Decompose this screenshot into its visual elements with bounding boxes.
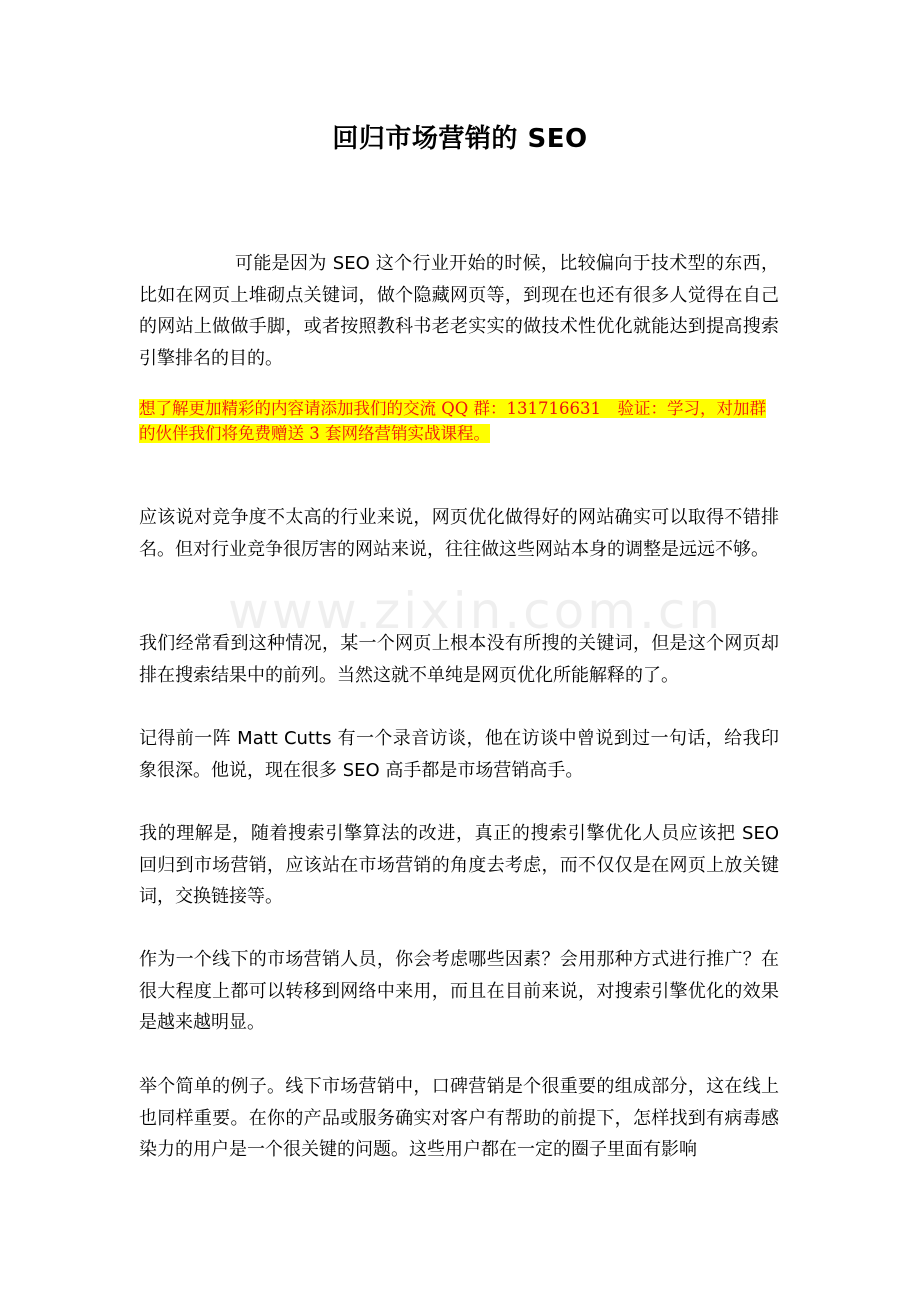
paragraph: 我的理解是，随着搜索引擎算法的改进，真正的搜索引擎优化人员应该把 SEO 回归到市场营销，应该站在市场营销的角度去考虑，而不仅仅是在网页上放关键词，交换链接等。 [139, 823, 779, 907]
paragraph: 举个简单的例子。线下市场营销中，口碑营销是个很重要的组成部分，这在线上也同样重要。在你的产品或服务确实对客户有帮助的前提下，怎样找到有病毒感染力的用户是一个很关键的问题。这些用户都在一定的圈子里面有影响 [139, 1076, 779, 1160]
promo-notice [139, 396, 779, 446]
document-title: 回归市场营销的 SEO [332, 124, 588, 154]
promo-highlight: 想了解更加精彩的内容请添加我们的交流 QQ 群：131716631 验证：学习，对加群的伙伴我们将免费赠送 3 套网络营销实战课程。 [139, 399, 767, 443]
watermark: www.zixin.com.cn [228, 582, 724, 640]
paragraph: 应该说对竞争度不太高的行业来说，网页优化做得好的网站确实可以取得不错排名。但对行业竞争很厉害的网站来说，往往做这些网站本身的调整是远远不够。 [139, 507, 779, 560]
intro-paragraph: 可能是因为 SEO 这个行业开始的时候，比较偏向于技术型的东西，比如在网页上堆砌点关键词，做个隐藏网页等，到现在也还有很多人觉得在自己的网站上做做手脚，或者按照教科书老老实实的做技术性优化就能达到提高搜索引擎排名的目的。 [139, 253, 779, 369]
paragraph: 作为一个线下的市场营销人员，你会考虑哪些因素？会用那种方式进行推广？在很大程度上都可以转移到网络中来用，而且在目前来说，对搜索引擎优化的效果是越来越明显。 [139, 949, 779, 1033]
paragraph: 我们经常看到这种情况，某一个网页上根本没有所搜的关键词，但是这个网页却排在搜索结果中的前列。当然这就不单纯是网页优化所能解释的了。 [139, 633, 779, 686]
paragraph: 记得前一阵 Matt Cutts 有一个录音访谈，他在访谈中曾说到过一句话，给我印象很深。他说，现在很多 SEO 高手都是市场营销高手。 [139, 728, 779, 781]
